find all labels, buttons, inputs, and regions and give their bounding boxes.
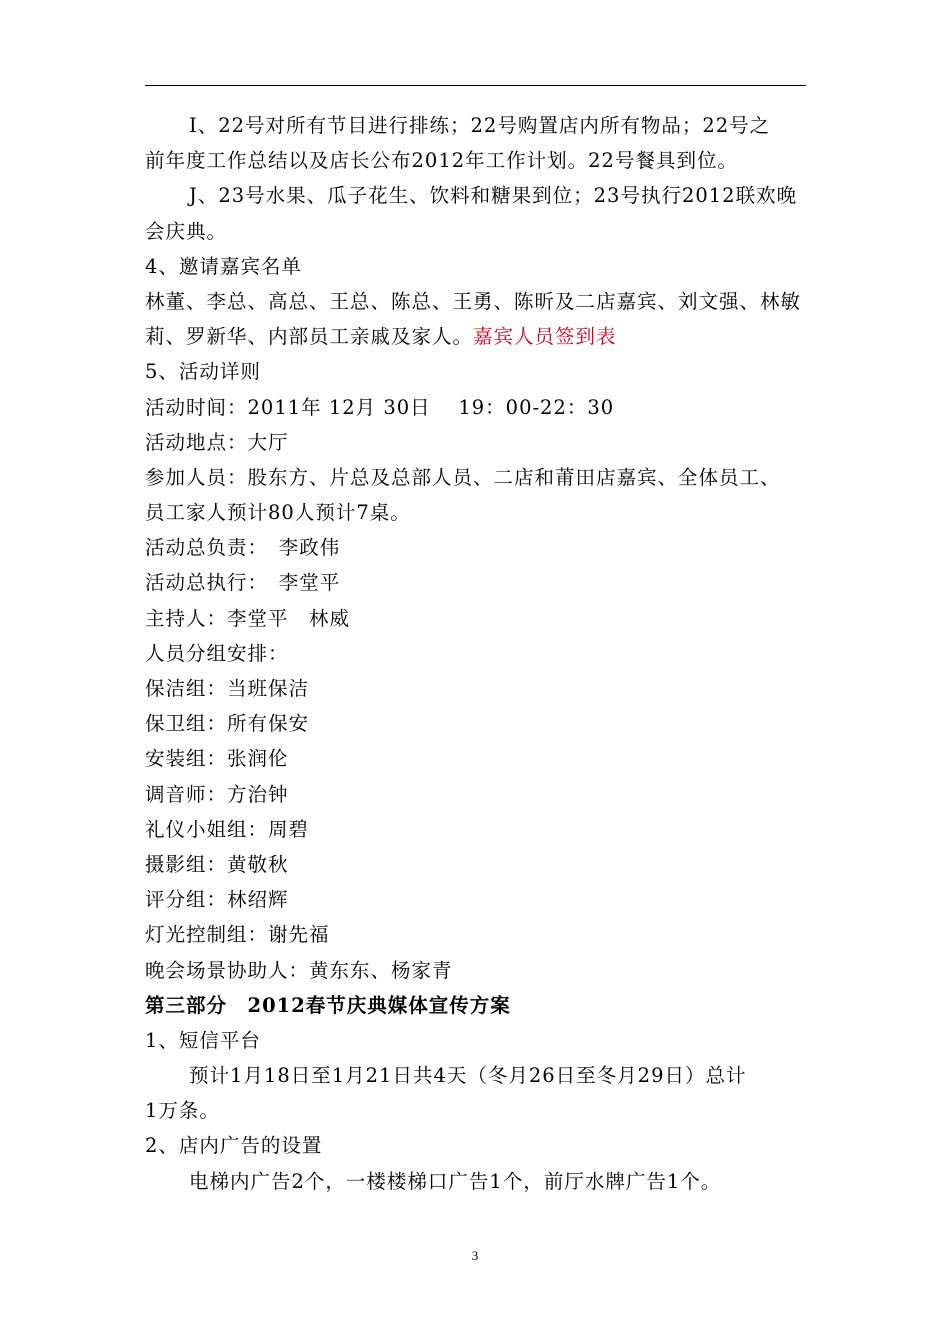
group-item: 摄影组：黄敬秋 [145,852,289,876]
section-heading: 2、店内广告的设置 [145,1134,323,1158]
group-item: 保卫组：所有保安 [145,712,310,736]
guest-signin-link[interactable]: 嘉宾人员签到表 [473,325,617,349]
participants-line: 参加人员：股东方、片总及总部人员、二店和莆田店嘉宾、全体员工、 [145,465,781,489]
group-item: 晚会场景协助人：黄东东、杨家青 [145,958,453,982]
paragraph-line: 1万条。 [145,1099,220,1123]
group-item: 保洁组：当班保洁 [145,677,310,700]
group-heading: 人员分组安排： [145,641,289,665]
group-item: 调音师：方治钟 [145,782,289,806]
page-number: 3 [471,1248,479,1263]
section-heading: 4、邀请嘉宾名单 [145,254,302,278]
group-item: 礼仪小姐组：周碧 [145,817,310,841]
header-rule [145,85,806,86]
paragraph-line: 前年度工作总结以及店长公布2012年工作计划。22号餐具到位。 [145,149,738,173]
event-lead: 活动总负责： 李政伟 [145,536,341,560]
group-item: 安装组：张润伦 [145,747,289,771]
section-heading: 1、短信平台 [145,1028,261,1052]
paragraph-line: 电梯内广告2个，一楼楼梯口广告1个，前厅水牌广告1个。 [189,1169,722,1193]
part-three-heading: 第三部分 2012春节庆典媒体宣传方案 [145,993,511,1017]
document-body [145,108,810,1199]
guest-list-line [145,319,810,354]
participants-line: 员工家人预计80人预计7桌。 [145,501,411,525]
paragraph-line: J、23号水果、瓜子花生、饮料和糖果到位；23号执行2012联欢晚 [189,184,798,208]
event-host: 主持人：李堂平 林威 [145,606,351,630]
event-executor: 活动总执行： 李堂平 [145,571,341,595]
paragraph-line: 预计1月18日至1月21日共4天（冬月26日至冬月29日）总计 [189,1064,747,1088]
group-item: 灯光控制组：谢先福 [145,923,330,947]
paragraph-line: I、22号对所有节目进行排练；22号购置店内所有物品；22号之 [189,114,771,137]
group-item: 评分组：林绍辉 [145,888,289,912]
event-location: 活动地点：大厅 [145,430,289,454]
section-heading: 5、活动详则 [145,360,261,384]
paragraph-line: 会庆典。 [145,219,228,243]
event-time: 活动时间：2011年 12月 30日 19：00-22：30 [145,395,615,419]
guest-list-line: 林董、李总、高总、王总、陈总、王勇、陈昕及二店嘉宾、刘文强、林敏 [145,289,802,313]
guest-list-text: 莉、罗新华、内部员工亲戚及家人。 [145,325,474,349]
